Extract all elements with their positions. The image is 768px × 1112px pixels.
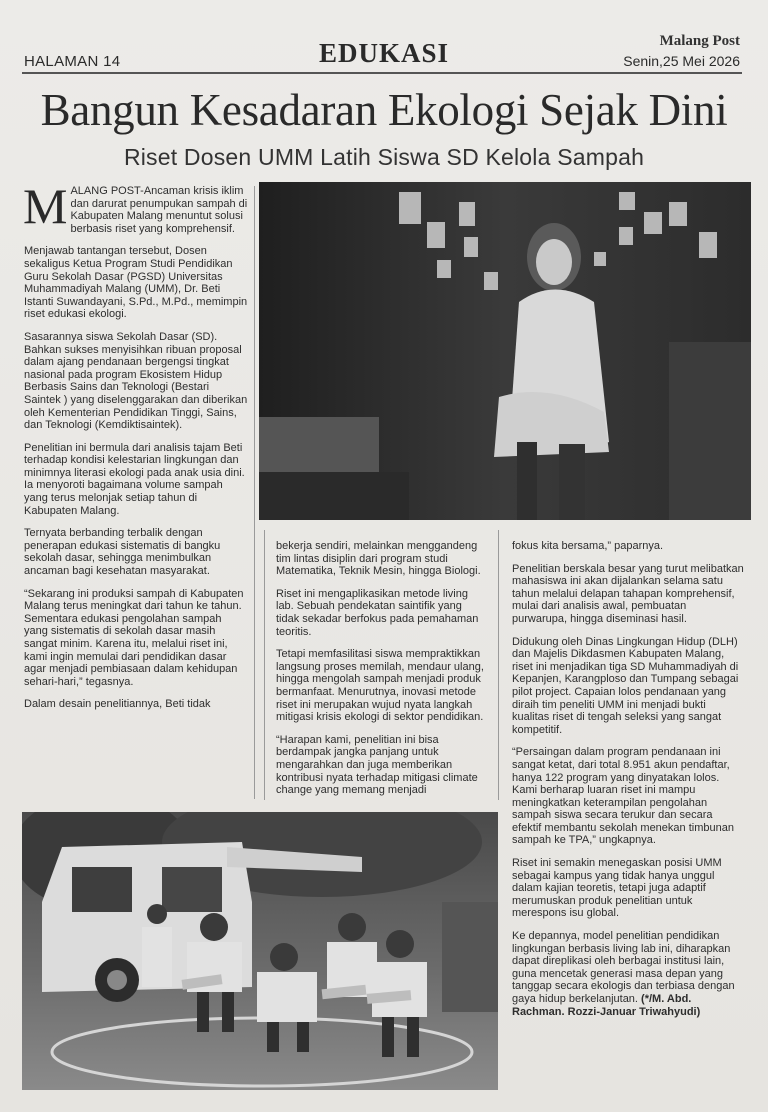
paragraph: Penelitian berskala besar yang turut melibatkan mahasiswa ini akan dijalankan selama satu tahun melalui delapan tahapan komprehensif, mulai dari analisis awal, pembuatan purwarupa, hingga diseminasi hasil. <box>512 562 744 625</box>
header-rule <box>22 72 742 74</box>
paragraph-text: ALANG POST-Ancaman krisis iklim dan darurat penumpukan sampah di Kabupaten Malang menuntut solusi berbasis riset yang komprehensif. <box>70 185 248 235</box>
portrait-image <box>259 182 751 520</box>
dropcap: M <box>23 178 68 234</box>
paragraph <box>512 930 744 1018</box>
author-credit: (*/M. Abd. Rachman. Rozzi-Januar Triwahyudi) <box>512 993 701 1018</box>
column-divider <box>254 186 255 799</box>
paragraph: Ternyata berbanding terbalik dengan penerapan edukasi sistematis di bangku sekolah dasar, sehingga menimbulkan ancaman bagi kesehatan masyarakat. <box>24 527 221 578</box>
paragraph: Dalam desain penelitiannya, Beti tidak <box>24 698 211 711</box>
section-title: EDUKASI <box>318 38 450 68</box>
paragraph: Tetapi memfasilitasi siswa mempraktikkan langsung proses memilah, mendaur ulang, hingga mengolah sampah menjadi produk bermanfaat. Menurutnya, inovasi metode riset ini merupakan wujud nyata langkah mitigasi krisis ekologi di sektor pendidikan. <box>276 648 484 724</box>
paragraph: Menjawab tantangan tersebut, Dosen sekaligus Ketua Program Studi Pendidikan Guru Sekolah Dasar (PGSD) Universitas Muhammadiyah Malang (UMM), Dr. Beti Istanti Suwandayani, S.Pd., M.Pd., memimpin riset edukasi ekologi. <box>24 245 248 321</box>
paragraph <box>23 178 248 235</box>
subheadline: Riset Dosen UMM Latih Siswa SD Kelola Sampah <box>123 144 645 170</box>
paragraph-text: Ke depannya, model penelitian pendidikan lingkungan berbasis living lab ini, diharapkan dapat direplikasi oleh berbagai institusi lain, guna mencetak generasi masa depan yang tanggap secara ekologis dan terbiasa dengan gaya hidup berkelanjutan. <box>512 930 735 1005</box>
researcher-portrait-photo <box>259 182 751 520</box>
brand-logo: Malang Post <box>659 33 740 49</box>
paragraph: Didukung oleh Dinas Lingkungan Hidup (DLH) dan Majelis Dikdasmen Kabupaten Malang, riset ini menjadikan tiga SD Muhammadiyah di Kepanjen, Karangploso dan Tumpang sebagai pilot project. Capaian lolos pendanaan yang diraih tim peneliti UMM ini menjadi bukti kualitas riset di tengah seleksi yang sangat kompetitif. <box>512 635 739 736</box>
paragraph: Riset ini semakin menegaskan posisi UMM sebagai kampus yang tidak hanya unggul dalam kajian teoretis, tetapi juga adaptif merumuskan produk penelitian untuk merespons isu global. <box>512 857 722 920</box>
paragraph: Penelitian ini bermula dari analisis tajam Beti terhadap kondisi kelestarian lingkungan dan minimnya literasi ekologi pada anak usia dini. Ia menyoroti bagaimana volume sampah yang terus melonjak setiap tahun di Kabupaten Malang. <box>24 441 245 517</box>
article-column-2 <box>276 540 484 807</box>
issue-date: Senin,25 Mei 2026 <box>623 53 740 69</box>
article-column-3 <box>512 540 744 1028</box>
article-column-1 <box>23 178 248 721</box>
paragraph: “Harapan kami, penelitian ini bisa berdampak jangka panjang untuk mengarahkan dan juga memberikan kontribusi nyata terhadap mitigasi climate change yang memang menjadi <box>276 733 478 797</box>
students-image <box>22 812 498 1090</box>
paragraph: “Sekarang ini produksi sampah di Kabupaten Malang terus meningkat dari tahun ke tahun. Sementara edukasi pengolahan sampah yang sistematis di sekolah dasar masih sangat minim. Karena itu, melalui riset ini, kami ingin memulai dari pendidikan dasar agar menjadi pembiasaan dalam kehidupan sehari-hari,” tegasnya. <box>24 587 244 688</box>
column-divider <box>498 530 499 800</box>
paragraph: Riset ini mengaplikasikan metode living lab. Sebuah pendekatan saintifik yang tidak sekadar berfokus pada pemahaman teoritis. <box>276 587 479 638</box>
paragraph: “Persaingan dalam program pendanaan ini sangat ketat, dari total 8.951 akun pendaftar, hanya 122 program yang dinyatakan lolos. Kami berharap luaran riset ini mampu meningkatkan keterampilan pengolahan sampah siswa secara terukur dan secara efektif membantu sekolah menekan timbunan sampah ke TPA,” ungkapnya. <box>512 746 734 847</box>
paragraph: fokus kita bersama,” paparnya. <box>512 540 664 552</box>
paragraph: bekerja sendiri, melainkan menggandeng tim lintas disiplin dari program studi Matematika, Teknik Mesin, hingga Biologi. <box>276 540 481 578</box>
students-outdoor-photo <box>22 812 498 1090</box>
headline: Bangun Kesadaran Ekologi Sejak Dini <box>40 85 728 135</box>
column-divider <box>264 530 265 800</box>
paragraph: Sasarannya siswa Sekolah Dasar (SD). Bahkan sukses menyisihkan ribuan proposal dalam ajang pendanaan bergengsi tingkat nasional pada program Ekosistem Hidup Berbasis Sains dan Teknologi (Bestari Saintek ) yang diselenggarakan dan diberikan oleh Kementerian Pendidikan Tinggi, Sains, dan Teknologi (Kemdiktisaintek). <box>24 330 248 432</box>
page-number: HALAMAN 14 <box>24 53 121 70</box>
